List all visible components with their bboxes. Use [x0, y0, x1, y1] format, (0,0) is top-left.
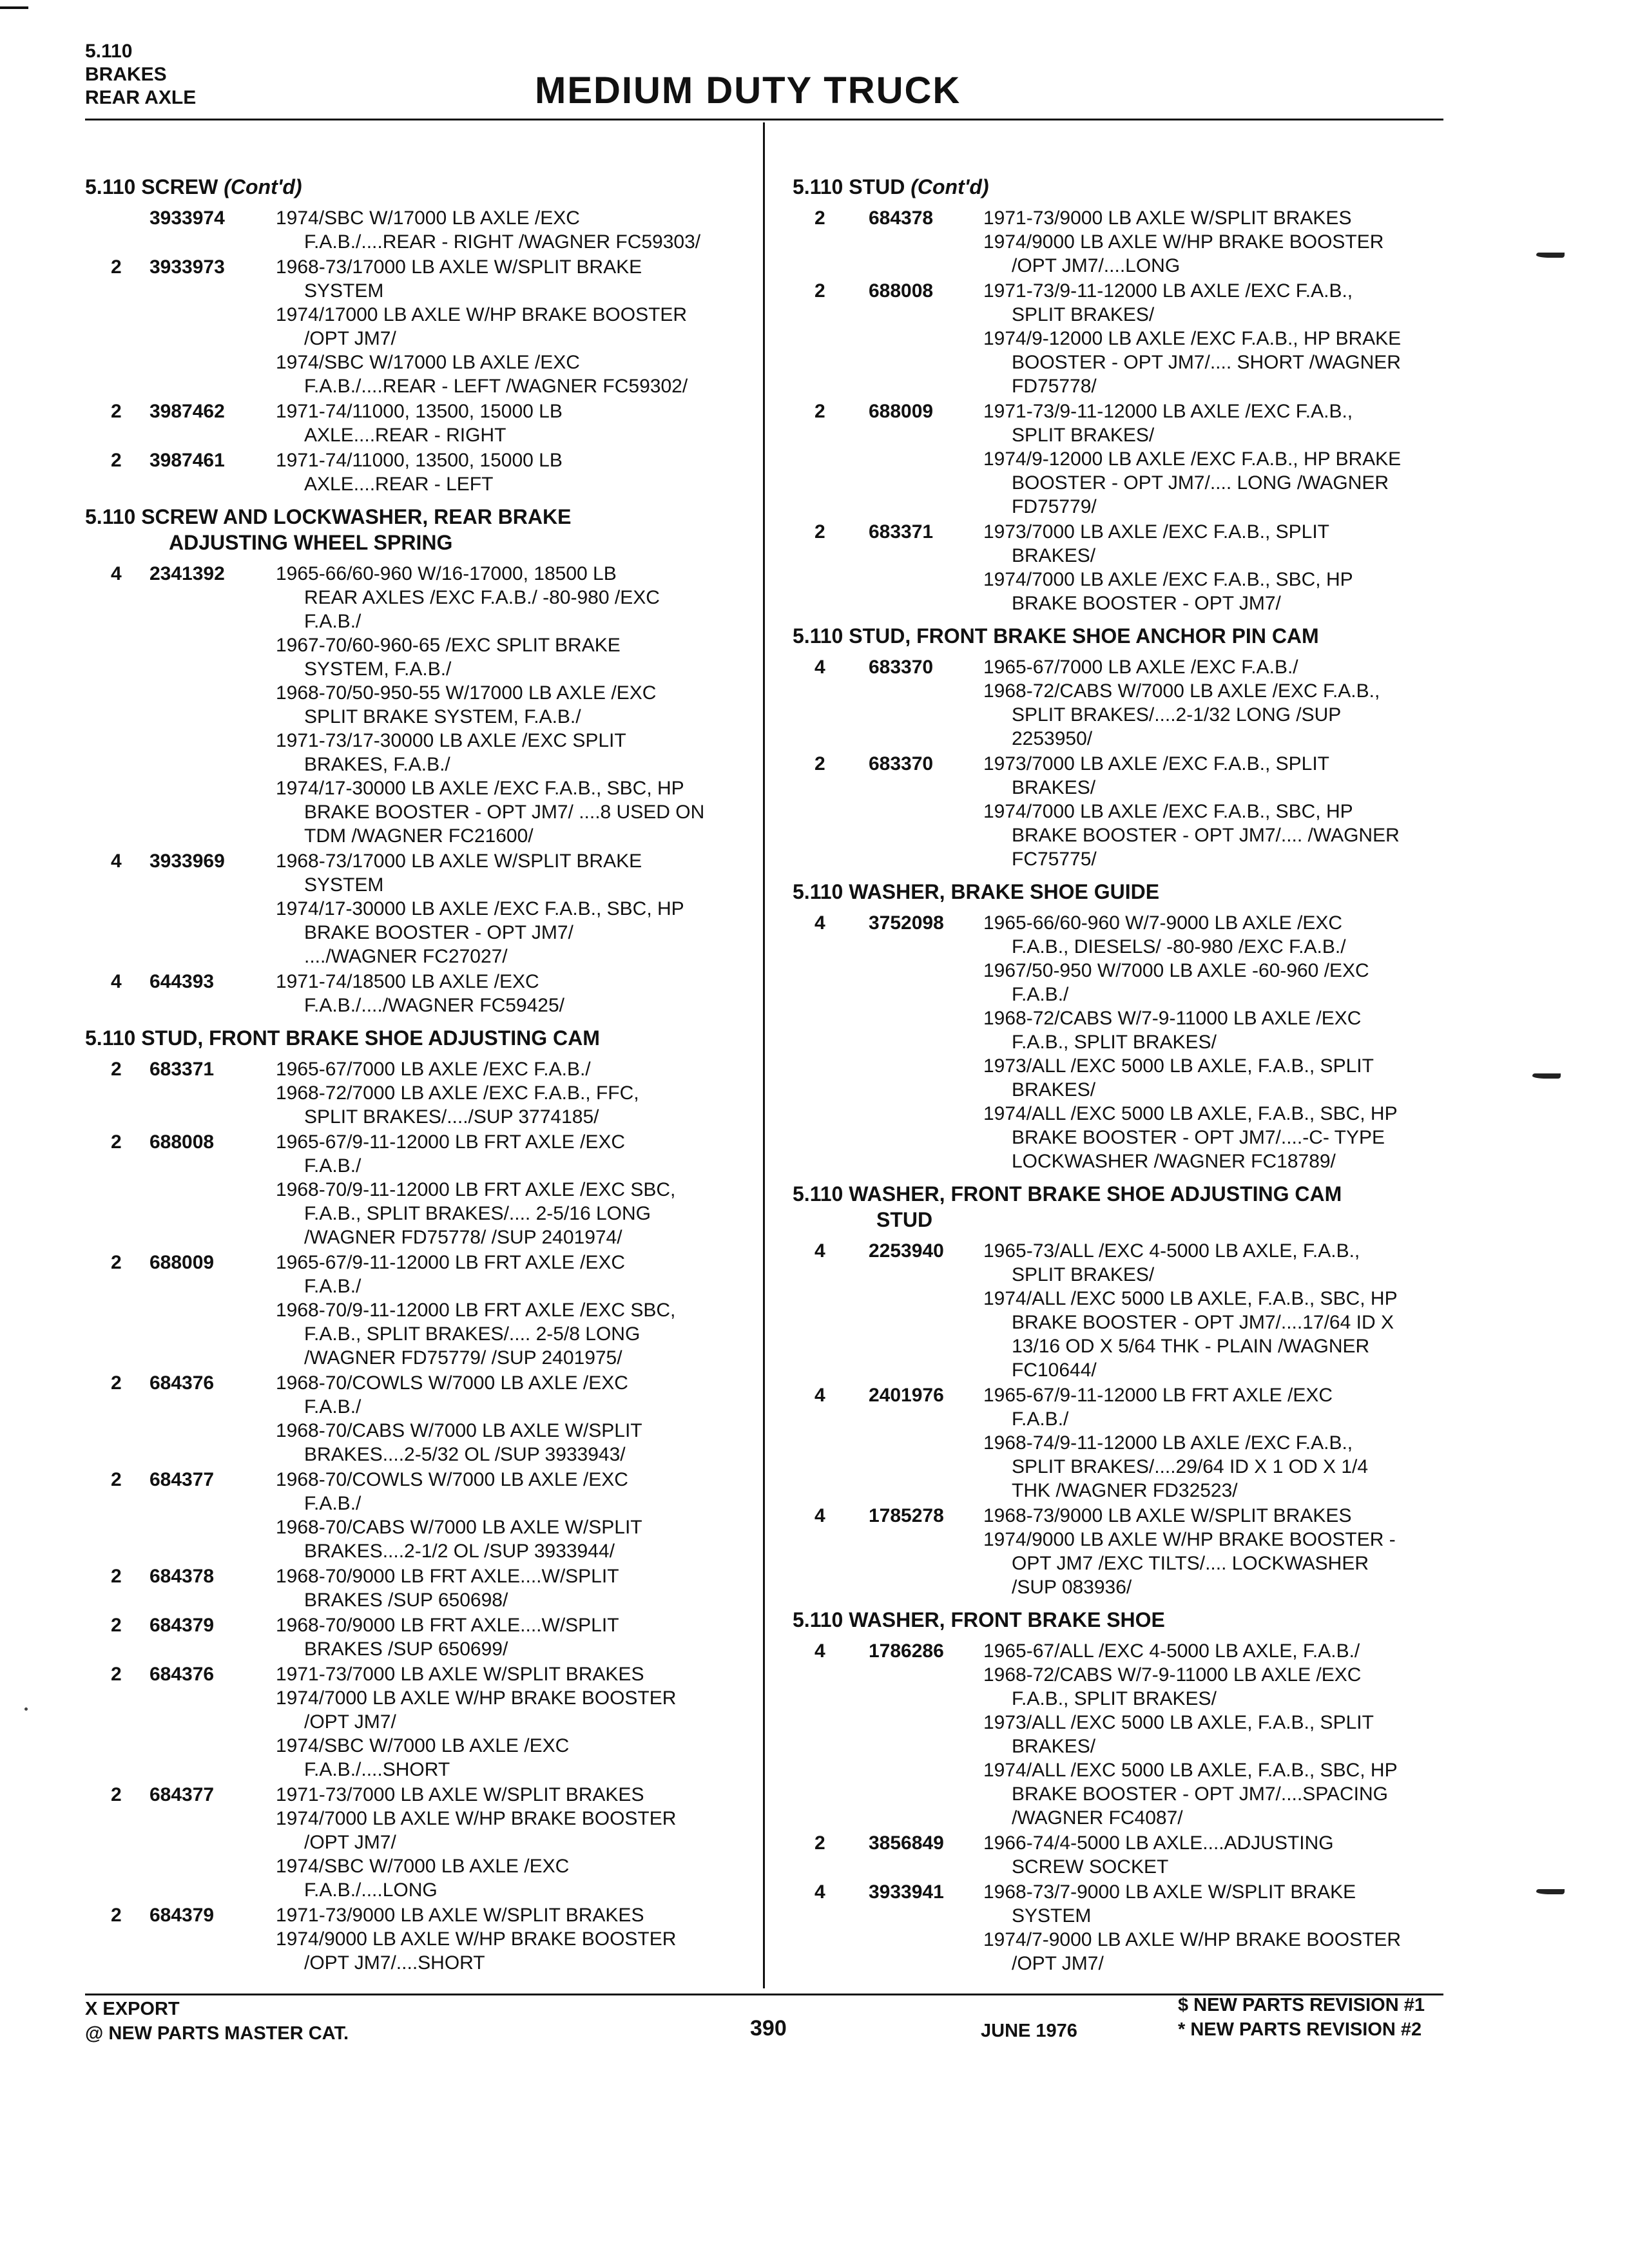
quantity: 4 [111, 971, 122, 992]
section-title-text: 5.110 WASHER, FRONT BRAKE SHOE ADJUSTING CAM [793, 1182, 1342, 1206]
part-entry [85, 1783, 755, 1902]
quantity: 2 [111, 1372, 122, 1394]
description-line: F.A.B., SPLIT BRAKES/.... 2-5/8 LONG [304, 1323, 641, 1345]
section-title-text: 5.110 STUD [793, 175, 905, 198]
description-line: BRAKES /SUP 650698/ [304, 1590, 508, 1611]
description-line: OPT JM7 /EXC TILTS/.... LOCKWASHER [1012, 1553, 1369, 1574]
description-line: /OPT JM7/....SHORT [304, 1952, 485, 1974]
part-number: 2341392 [149, 563, 225, 584]
description-line: 1971-73/9000 LB AXLE W/SPLIT BRAKES [276, 1905, 644, 1926]
description-line: F.A.B., SPLIT BRAKES/ [1012, 1032, 1217, 1053]
part-entry [85, 970, 755, 1017]
description-line: 1971-73/9-11-12000 LB AXLE /EXC F.A.B., [983, 280, 1353, 302]
description-line: THK /WAGNER FD32523/ [1012, 1480, 1238, 1501]
description-line: SPLIT BRAKES/....29/64 ID X 1 OD X 1/4 [1012, 1456, 1369, 1477]
part-description [983, 399, 1450, 519]
section-title [85, 174, 755, 200]
description-line: 1974/17-30000 LB AXLE /EXC F.A.B., SBC, HP [276, 898, 684, 919]
part-description [983, 752, 1450, 871]
description-line: 1974/9-12000 LB AXLE /EXC F.A.B., HP BRAKE [983, 448, 1402, 470]
part-description [276, 399, 755, 447]
section-title-text: 5.110 WASHER, FRONT BRAKE SHOE [793, 1608, 1165, 1631]
part-number: 3987462 [149, 401, 225, 422]
part-entry [793, 1831, 1450, 1879]
description-line: SYSTEM [1012, 1905, 1092, 1927]
description-line: BRAKES/ [1012, 545, 1096, 566]
description-line: BRAKE BOOSTER - OPT JM7/.... /WAGNER [1012, 825, 1400, 846]
part-entry [85, 1564, 755, 1612]
description-line: 1974/7000 LB AXLE /EXC F.A.B., SBC, HP [983, 801, 1353, 822]
description-line: BRAKES /SUP 650699/ [304, 1639, 508, 1660]
description-line: F.A.B./ [304, 1493, 361, 1514]
description-line: BRAKES....2-1/2 OL /SUP 3933944/ [304, 1541, 615, 1562]
part-entry [793, 520, 1450, 615]
part-entry [793, 911, 1450, 1173]
description-line: /OPT JM7/ [304, 1711, 396, 1733]
description-line: F.A.B., SPLIT BRAKES/ [1012, 1688, 1217, 1709]
description-line: BRAKE BOOSTER - OPT JM7/....-C- TYPE [1012, 1127, 1385, 1148]
description-line: SPLIT BRAKES/....2-1/32 LONG /SUP [1012, 704, 1342, 726]
part-entry [793, 1383, 1450, 1503]
quantity: 4 [815, 1881, 825, 1903]
description-line: 1971-73/7000 LB AXLE W/SPLIT BRAKES [276, 1664, 644, 1685]
part-entry [793, 1504, 1450, 1599]
description-line: FD75779/ [1012, 496, 1097, 517]
part-number: 684376 [149, 1664, 215, 1685]
header-divider [85, 119, 1443, 120]
description-line: 1971-73/7000 LB AXLE W/SPLIT BRAKES [276, 1784, 644, 1805]
description-line: SCREW SOCKET [1012, 1856, 1169, 1878]
description-line: AXLE....REAR - LEFT [304, 474, 494, 495]
part-description [276, 1903, 755, 1975]
description-line: 1971-74/18500 LB AXLE /EXC [276, 971, 539, 992]
part-description [276, 562, 755, 848]
part-entry [793, 1239, 1450, 1382]
quantity: 2 [815, 1832, 825, 1854]
description-line: 1973/ALL /EXC 5000 LB AXLE, F.A.B., SPLIT [983, 1712, 1374, 1733]
description-line: 1974/SBC W/7000 LB AXLE /EXC [276, 1856, 570, 1877]
description-line: 1965-67/9-11-12000 LB FRT AXLE /EXC [983, 1385, 1333, 1406]
footer-export-legend: X EXPORT [85, 1999, 180, 2019]
quantity: 4 [815, 1240, 825, 1262]
part-number: 3856849 [869, 1832, 944, 1854]
description-line: 1971-73/9000 LB AXLE W/SPLIT BRAKES [983, 207, 1352, 229]
part-description [983, 279, 1450, 398]
part-description [276, 1371, 755, 1466]
part-number: 2401976 [869, 1385, 944, 1406]
description-line: F.A.B./ [1012, 984, 1069, 1005]
part-description [276, 1662, 755, 1782]
part-entry [85, 849, 755, 968]
description-line: BRAKE BOOSTER - OPT JM7/ [304, 922, 574, 943]
quantity: 2 [815, 207, 825, 229]
section-title-text: 5.110 SCREW AND LOCKWASHER, REAR BRAKE [85, 505, 572, 528]
description-line: BRAKE BOOSTER - OPT JM7/ ....8 USED ON [304, 802, 705, 823]
part-description [276, 1057, 755, 1129]
description-line: 1968-70/50-950-55 W/17000 LB AXLE /EXC [276, 682, 657, 704]
description-line: 1968-73/7-9000 LB AXLE W/SPLIT BRAKE [983, 1881, 1356, 1903]
part-number: 3933941 [869, 1881, 944, 1903]
description-line: 1974/SBC W/17000 LB AXLE /EXC [276, 352, 580, 373]
part-number: 1785278 [869, 1505, 944, 1526]
part-description [276, 206, 755, 254]
part-entry [793, 206, 1450, 278]
part-entry [85, 206, 755, 254]
part-entry [793, 655, 1450, 751]
quantity: 2 [111, 1784, 122, 1805]
description-line: 1968-72/CABS W/7000 LB AXLE /EXC F.A.B., [983, 680, 1380, 702]
part-entry [85, 1662, 755, 1782]
description-line: 1974/7000 LB AXLE /EXC F.A.B., SBC, HP [983, 569, 1353, 590]
description-line: 1974/9-12000 LB AXLE /EXC F.A.B., HP BRAKE [983, 328, 1402, 349]
revision-tick-mark [1532, 1073, 1561, 1079]
description-line: SYSTEM [304, 280, 384, 302]
part-description [983, 1504, 1450, 1599]
part-entry [85, 562, 755, 848]
description-line: /OPT JM7/ [1012, 1953, 1104, 1974]
section-category: BRAKES [85, 64, 167, 85]
description-line: FC10644/ [1012, 1360, 1097, 1381]
revision-tick-mark [1536, 1889, 1565, 1894]
quantity: 2 [111, 1059, 122, 1080]
description-line: /OPT JM7/ [304, 328, 396, 349]
quantity: 2 [111, 1566, 122, 1587]
part-number: 3933969 [149, 850, 225, 872]
section-header [85, 40, 196, 110]
description-line: 13/16 OD X 5/64 THK - PLAIN /WAGNER [1012, 1336, 1370, 1357]
description-line: 1974/9000 LB AXLE W/HP BRAKE BOOSTER - [983, 1529, 1396, 1550]
part-number: 683371 [869, 521, 934, 543]
corner-mark [0, 6, 28, 9]
description-line: 1974/SBC W/7000 LB AXLE /EXC [276, 1735, 570, 1756]
part-number: 684377 [149, 1469, 215, 1490]
quantity: 2 [815, 401, 825, 422]
description-line: 1971-74/11000, 13500, 15000 LB [276, 450, 563, 471]
part-number: 3933973 [149, 256, 225, 278]
part-number: 684378 [869, 207, 934, 229]
description-line: F.A.B./ [304, 611, 361, 632]
quantity: 2 [111, 1615, 122, 1636]
part-entry [85, 1903, 755, 1975]
quantity: 2 [111, 1664, 122, 1685]
description-line: 1973/ALL /EXC 5000 LB AXLE, F.A.B., SPLIT [983, 1055, 1374, 1077]
section-title-line-2: ADJUSTING WHEEL SPRING [169, 531, 453, 554]
quantity: 4 [815, 912, 825, 934]
quantity: 4 [815, 657, 825, 678]
description-line: 1965-66/60-960 W/7-9000 LB AXLE /EXC [983, 912, 1343, 934]
part-number: 3752098 [869, 912, 944, 934]
quantity: 4 [111, 563, 122, 584]
part-number: 684379 [149, 1615, 215, 1636]
section-number: 5.110 [85, 41, 133, 62]
part-number: 684378 [149, 1566, 215, 1587]
quantity: 2 [111, 256, 122, 278]
quantity: 2 [111, 1905, 122, 1926]
part-entry [85, 1468, 755, 1563]
part-entry [793, 1880, 1450, 1975]
description-line: 1966-74/4-5000 LB AXLE....ADJUSTING [983, 1832, 1334, 1854]
description-line: /OPT JM7/....LONG [1012, 255, 1181, 276]
quantity: 4 [111, 850, 122, 872]
part-description [983, 911, 1450, 1173]
continued-label: (Cont'd) [224, 175, 302, 198]
description-line: 1974/7000 LB AXLE W/HP BRAKE BOOSTER [276, 1687, 677, 1709]
part-number: 688009 [149, 1252, 215, 1273]
footer-revision-1: $ NEW PARTS REVISION #1 [1178, 1995, 1425, 2015]
description-line: F.A.B., SPLIT BRAKES/.... 2-5/16 LONG [304, 1203, 651, 1224]
quantity: 2 [111, 401, 122, 422]
section-title [793, 879, 1450, 905]
continued-label: (Cont'd) [911, 175, 989, 198]
description-line: 1973/7000 LB AXLE /EXC F.A.B., SPLIT [983, 753, 1329, 774]
description-line: 1965-67/ALL /EXC 4-5000 LB AXLE, F.A.B./ [983, 1640, 1360, 1662]
description-line: 2253950/ [1012, 728, 1093, 749]
description-line: 1965-67/9-11-12000 LB FRT AXLE /EXC [276, 1252, 626, 1273]
description-line: F.A.B./....SHORT [304, 1759, 450, 1780]
description-line: BRAKE BOOSTER - OPT JM7/....17/64 ID X [1012, 1312, 1394, 1333]
quantity: 2 [111, 1469, 122, 1490]
quantity: 2 [815, 280, 825, 302]
part-number: 688008 [149, 1131, 215, 1153]
quantity: 2 [815, 521, 825, 543]
quantity: 4 [815, 1385, 825, 1406]
part-number: 688008 [869, 280, 934, 302]
description-line: 1974/SBC W/17000 LB AXLE /EXC [276, 207, 580, 229]
description-line: LOCKWASHER /WAGNER FC18789/ [1012, 1151, 1336, 1172]
description-line: FD75778/ [1012, 376, 1097, 397]
revision-tick-mark [1536, 253, 1565, 258]
part-description [276, 1468, 755, 1563]
scan-speck [24, 1707, 28, 1711]
quantity: 4 [815, 1505, 825, 1526]
description-line: F.A.B./ [304, 1276, 361, 1297]
part-description [276, 1783, 755, 1902]
description-line: 1974/9000 LB AXLE W/HP BRAKE BOOSTER [276, 1928, 677, 1950]
section-title-text: 5.110 STUD, FRONT BRAKE SHOE ADJUSTING CAM [85, 1026, 600, 1050]
description-line: BRAKE BOOSTER - OPT JM7/ [1012, 593, 1281, 614]
quantity: 4 [815, 1640, 825, 1662]
part-number: 644393 [149, 971, 215, 992]
part-description [276, 970, 755, 1017]
part-entry [793, 279, 1450, 398]
page-number: 390 [750, 2016, 787, 2041]
description-line: 1968-70/9-11-12000 LB FRT AXLE /EXC SBC, [276, 1179, 676, 1200]
part-number: 684376 [149, 1372, 215, 1394]
section-title [85, 1025, 755, 1051]
section-title [793, 623, 1450, 649]
footer-master-legend: @ NEW PARTS MASTER CAT. [85, 2023, 349, 2044]
description-line: F.A.B./ [304, 1396, 361, 1418]
description-line: SPLIT BRAKE SYSTEM, F.A.B./ [304, 706, 581, 727]
part-number: 3987461 [149, 450, 225, 471]
section-title [793, 1607, 1450, 1633]
description-line: BOOSTER - OPT JM7/.... SHORT /WAGNER [1012, 352, 1401, 373]
description-line: 1965-67/7000 LB AXLE /EXC F.A.B./ [276, 1059, 591, 1080]
description-line: 1971-73/17-30000 LB AXLE /EXC SPLIT [276, 730, 626, 751]
description-line: 1968-70/COWLS W/7000 LB AXLE /EXC [276, 1372, 628, 1394]
part-description [983, 1239, 1450, 1382]
description-line: ..../WAGNER FC27027/ [304, 946, 508, 967]
part-description [983, 1383, 1450, 1503]
description-line: /OPT JM7/ [304, 1832, 396, 1853]
description-line: FC75775/ [1012, 849, 1097, 870]
description-line: 1967/50-950 W/7000 LB AXLE -60-960 /EXC [983, 960, 1369, 981]
part-entry [85, 255, 755, 398]
section-title [793, 1181, 1450, 1233]
description-line: 1974/17-30000 LB AXLE /EXC F.A.B., SBC, HP [276, 778, 684, 799]
description-line: SYSTEM [304, 874, 384, 896]
description-line: F.A.B./..../WAGNER FC59425/ [304, 995, 565, 1016]
quantity: 2 [111, 450, 122, 471]
part-number: 683371 [149, 1059, 215, 1080]
quantity: 2 [815, 753, 825, 774]
part-entry [85, 1057, 755, 1129]
description-line: 1968-70/COWLS W/7000 LB AXLE /EXC [276, 1469, 628, 1490]
part-description [276, 448, 755, 496]
part-entry [793, 752, 1450, 871]
part-description [276, 849, 755, 968]
description-line: 1967-70/60-960-65 /EXC SPLIT BRAKE [276, 635, 621, 656]
part-number: 2253940 [869, 1240, 944, 1262]
description-line: F.A.B./....LONG [304, 1879, 438, 1901]
description-line: BRAKES/ [1012, 1079, 1096, 1100]
description-line: BOOSTER - OPT JM7/.... LONG /WAGNER [1012, 472, 1389, 494]
description-line: F.A.B./....REAR - RIGHT /WAGNER FC59303/ [304, 231, 701, 253]
part-description [983, 1639, 1450, 1830]
part-description [983, 520, 1450, 615]
description-line: SPLIT BRAKES/ [1012, 1264, 1155, 1285]
column-divider [763, 122, 765, 1988]
left-column [85, 166, 755, 1976]
part-description [983, 1880, 1450, 1975]
description-line: /WAGNER FD75778/ /SUP 2401974/ [304, 1227, 622, 1248]
part-description [983, 655, 1450, 751]
part-number: 1786286 [869, 1640, 944, 1662]
description-line: 1968-73/9000 LB AXLE W/SPLIT BRAKES [983, 1505, 1352, 1526]
part-entry [85, 1371, 755, 1466]
description-line: BRAKES/ [1012, 1736, 1096, 1757]
part-number: 683370 [869, 657, 934, 678]
description-line: 1968-70/9-11-12000 LB FRT AXLE /EXC SBC, [276, 1300, 676, 1321]
description-line: BRAKES, F.A.B./ [304, 754, 450, 775]
description-line: 1965-67/9-11-12000 LB FRT AXLE /EXC [276, 1131, 626, 1153]
description-line: 1974/9000 LB AXLE W/HP BRAKE BOOSTER [983, 231, 1384, 253]
section-title [85, 504, 755, 555]
part-description [983, 206, 1450, 278]
description-line: 1974/17000 LB AXLE W/HP BRAKE BOOSTER [276, 304, 688, 325]
description-line: 1974/7000 LB AXLE W/HP BRAKE BOOSTER [276, 1808, 677, 1829]
footer-date: JUNE 1976 [981, 2021, 1077, 2041]
quantity: 2 [111, 1131, 122, 1153]
part-number: 683370 [869, 753, 934, 774]
footer-revision-2: * NEW PARTS REVISION #2 [1178, 2019, 1422, 2040]
part-description [276, 1613, 755, 1661]
part-entry [793, 399, 1450, 519]
description-line: TDM /WAGNER FC21600/ [304, 825, 534, 847]
part-number: 688009 [869, 401, 934, 422]
description-line: BRAKE BOOSTER - OPT JM7/....SPACING [1012, 1783, 1389, 1805]
part-description [276, 255, 755, 398]
section-title-text: 5.110 STUD, FRONT BRAKE SHOE ANCHOR PIN CAM [793, 624, 1319, 648]
description-line: 1968-72/CABS W/7-9-11000 LB AXLE /EXC [983, 1664, 1362, 1686]
section-subcategory: REAR AXLE [85, 87, 197, 108]
description-line: 1968-70/CABS W/7000 LB AXLE W/SPLIT [276, 1517, 642, 1538]
part-entry [85, 1613, 755, 1661]
description-line: AXLE....REAR - RIGHT [304, 425, 506, 446]
description-line: F.A.B./....REAR - LEFT /WAGNER FC59302/ [304, 376, 688, 397]
description-line: 1968-72/7000 LB AXLE /EXC F.A.B., FFC, [276, 1082, 639, 1104]
description-line: F.A.B./ [1012, 1408, 1069, 1430]
description-line: 1974/7-9000 LB AXLE W/HP BRAKE BOOSTER [983, 1929, 1402, 1950]
description-line: /WAGNER FC4087/ [1012, 1807, 1183, 1829]
description-line: F.A.B./ [304, 1155, 361, 1177]
description-line: SPLIT BRAKES/ [1012, 425, 1155, 446]
part-description [276, 1564, 755, 1612]
part-number: 684377 [149, 1784, 215, 1805]
description-line: 1968-73/17000 LB AXLE W/SPLIT BRAKE [276, 256, 642, 278]
part-entry [85, 448, 755, 496]
section-title-text: 5.110 SCREW [85, 175, 218, 198]
description-line: 1968-72/CABS W/7-9-11000 LB AXLE /EXC [983, 1008, 1362, 1029]
description-line: 1968-74/9-11-12000 LB AXLE /EXC F.A.B., [983, 1432, 1353, 1454]
description-line: 1974/ALL /EXC 5000 LB AXLE, F.A.B., SBC, HP [983, 1760, 1398, 1781]
description-line: 1965-67/7000 LB AXLE /EXC F.A.B./ [983, 657, 1298, 678]
description-line: 1968-70/CABS W/7000 LB AXLE W/SPLIT [276, 1420, 642, 1441]
description-line: 1965-73/ALL /EXC 4-5000 LB AXLE, F.A.B., [983, 1240, 1360, 1262]
description-line: 1968-70/9000 LB FRT AXLE....W/SPLIT [276, 1615, 619, 1636]
description-line: 1968-73/17000 LB AXLE W/SPLIT BRAKE [276, 850, 642, 872]
description-line: 1971-74/11000, 13500, 15000 LB [276, 401, 563, 422]
description-line: SPLIT BRAKES/ [1012, 304, 1155, 325]
right-column [793, 166, 1450, 1977]
description-line: 1971-73/9-11-12000 LB AXLE /EXC F.A.B., [983, 401, 1353, 422]
page-title: MEDIUM DUTY TRUCK [535, 70, 961, 111]
quantity: 2 [111, 1252, 122, 1273]
section-title-line-2: STUD [876, 1208, 933, 1231]
description-line: /SUP 083936/ [1012, 1577, 1132, 1598]
part-number: 3933974 [149, 207, 225, 229]
section-title [793, 174, 1450, 200]
description-line: 1974/ALL /EXC 5000 LB AXLE, F.A.B., SBC, HP [983, 1288, 1398, 1309]
description-line: 1974/ALL /EXC 5000 LB AXLE, F.A.B., SBC, HP [983, 1103, 1398, 1124]
description-line: BRAKES/ [1012, 777, 1096, 798]
part-description [276, 1130, 755, 1249]
description-line: 1973/7000 LB AXLE /EXC F.A.B., SPLIT [983, 521, 1329, 543]
section-title-text: 5.110 WASHER, BRAKE SHOE GUIDE [793, 880, 1160, 903]
part-entry [85, 399, 755, 447]
description-line: BRAKES....2-5/32 OL /SUP 3933943/ [304, 1444, 626, 1465]
part-entry [85, 1251, 755, 1370]
part-number: 684379 [149, 1905, 215, 1926]
description-line: 1965-66/60-960 W/16-17000, 18500 LB [276, 563, 617, 584]
description-line: SYSTEM, F.A.B./ [304, 658, 452, 680]
part-entry [793, 1639, 1450, 1830]
part-entry [85, 1130, 755, 1249]
description-line: /WAGNER FD75779/ /SUP 2401975/ [304, 1347, 622, 1369]
description-line: F.A.B., DIESELS/ -80-980 /EXC F.A.B./ [1012, 936, 1346, 957]
description-line: REAR AXLES /EXC F.A.B./ -80-980 /EXC [304, 587, 660, 608]
part-description [983, 1831, 1450, 1879]
description-line: 1968-70/9000 LB FRT AXLE....W/SPLIT [276, 1566, 619, 1587]
description-line: SPLIT BRAKES/..../SUP 3774185/ [304, 1106, 599, 1128]
part-description [276, 1251, 755, 1370]
